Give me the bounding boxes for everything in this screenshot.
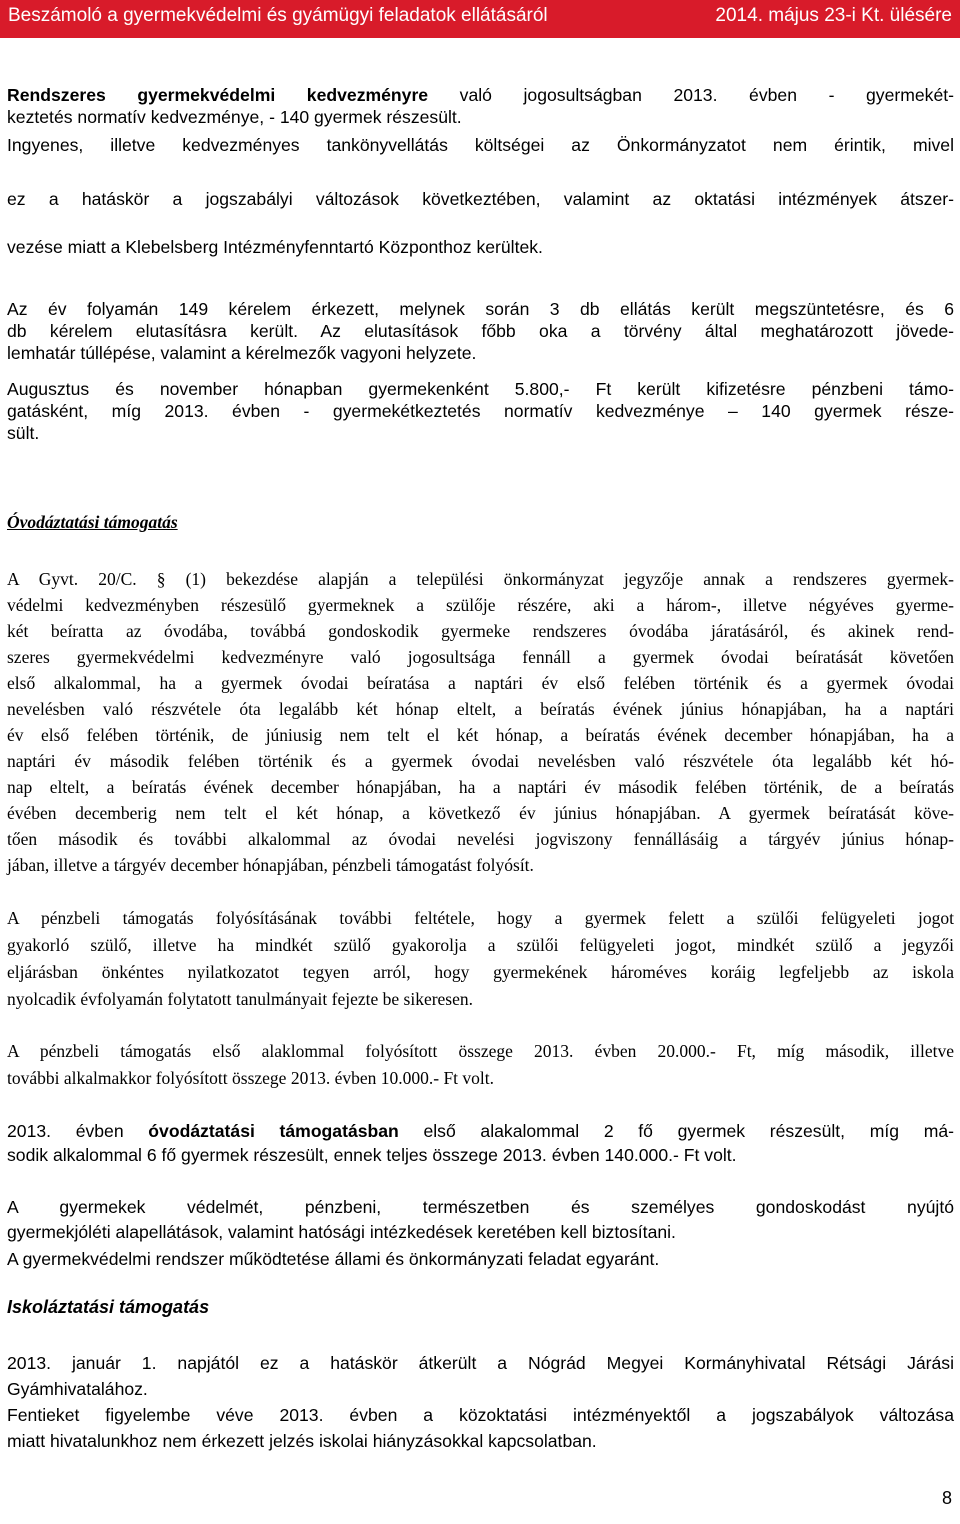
paragraph-line: sült.: [7, 423, 40, 443]
paragraph-line: első alkalommal, ha a gyermek óvodai beíratása a naptári év első felében történik és a gyermek óvodai: [7, 673, 954, 693]
paragraph-line: [7, 1120, 954, 1142]
section-title-ovodaztatasi: Óvodáztatási támogatás: [7, 512, 178, 532]
paragraph-line: Fentieket figyelembe véve 2013. évben a közoktatási intézményektől a jogszabályok változása: [7, 1405, 954, 1425]
paragraph-line: védelmi kedvezményben részesülő gyermeknek a szülője részére, aki a három-, illetve négyéves gyerme-: [7, 595, 954, 615]
text-span: való jogosultságban 2013. évben - gyermekét-: [428, 85, 954, 105]
paragraph-line: szeres gyermekvédelmi kedvezményre való jogosultsága fennáll a gyermek óvodai beíratását követően: [7, 647, 954, 667]
paragraph-line: A pénzbeli támogatás folyósításának további feltétele, hogy a gyermek felett a szülői felügyeleti jogot: [7, 908, 954, 928]
paragraph-line: nyolcadik évfolyamán folytatott tanulmányait fejezte be sikeresen.: [7, 989, 474, 1009]
paragraph-line: nevelésben való részvétele óta legalább két hónap eltelt, a beíratás évének június hónapjában, ha a naptári: [7, 699, 954, 719]
paragraph-line: eljárásban önkéntes nyilatkozatot tegyen arról, hogy gyermekének hároméves koráig legfeljebb az iskola: [7, 962, 954, 982]
paragraph-line: Ingyenes, illetve kedvezményes tankönyvellátás költségei az Önkormányzatot nem érintik, mivel: [7, 135, 954, 155]
paragraph-line: A Gyvt. 20/C. § (1) bekezdése alapján a települési önkormányzat jegyzője annak a rendszeres gyermek-: [7, 569, 954, 589]
paragraph-line: Augusztus és november hónapban gyermekenként 5.800,- Ft került kifizetésre pénzbeni támo-: [7, 379, 954, 399]
text-span: első alakalommal 2 fő gyermek részesült, míg má-: [398, 1121, 954, 1141]
header-meeting-date: 2014. május 23-i Kt. ülésére: [715, 5, 952, 26]
bold-term: Rendszeres gyermekvédelmi kedvezményre: [7, 85, 429, 105]
paragraph-line: A gyermekvédelmi rendszer működtetése állami és önkormányzati feladat egyaránt.: [7, 1249, 660, 1269]
paragraph-line: további alkalmakkor folyósított összege 2013. évben 10.000.- Ft volt.: [7, 1068, 495, 1088]
paragraph-line: miatt hivatalunkhoz nem érkezett jelzés iskolai hiányzásokkal kapcsolatban.: [7, 1431, 597, 1451]
paragraph-line: év első felében történik, de júniusig nem telt el két hónap, a beíratás évének december hónapjában, ha a: [7, 725, 954, 745]
paragraph-line: gyakorló szülő, illetve ha mindkét szülő gyakorolja a szülői felügyeleti jogot, mindkét szülő a jegyzői: [7, 935, 954, 955]
paragraph-line: 2013. január 1. napjától ez a hatáskör átkerült a Nógrád Megyei Kormányhivatal Rétsági Járási: [7, 1353, 954, 1373]
paragraph-line: sodik alkalommal 6 fő gyermek részesült, ennek teljes összege 2013. évben 140.000.- Ft volt.: [7, 1145, 737, 1165]
paragraph-line: gatásként, míg 2013. évben - gyermekétkeztetés normatív kedvezménye – 140 gyermek része-: [7, 401, 954, 421]
text-span: 2013. évben: [7, 1121, 149, 1141]
paragraph-line: lemhatár túllépése, valamint a kérelmezők vagyoni helyzete.: [7, 343, 477, 363]
paragraph-line: keztetés normatív kedvezménye, - 140 gyermek részesült.: [7, 107, 462, 127]
paragraph-line: A gyermekek védelmét, pénzbeni, természetben és személyes gondoskodást nyújtó: [7, 1197, 954, 1217]
bold-term: óvodáztatási támogatásban: [148, 1121, 399, 1141]
paragraph-line: db kérelem elutasításra került. Az elutasítások főbb oka a törvény által meghatározott jövede-: [7, 321, 954, 341]
paragraph-line: nap eltelt, a beíratás évének december hónapjában, ha a naptári év második felében történik, de a beíratás: [7, 777, 954, 797]
paragraph-line: évében decemberig nem telt el két hónap, a következő év június hónapjában. A gyermek beíratását köve-: [7, 803, 954, 823]
paragraph-line: A pénzbeli támogatás első alaklommal folyósított összege 2013. évben 20.000.- Ft, míg második, illetve: [7, 1041, 954, 1061]
paragraph-line: két beíratta az óvodába, továbbá gondoskodik gyermeke rendszeres óvodába járatásáról, és akinek rend-: [7, 621, 954, 641]
section-title-iskolaztatasi: Iskoláztatási támogatás: [7, 1297, 210, 1317]
paragraph-line: gyermekjóléti alapellátások, valamint hatósági intézkedések keretében kell biztosítani.: [7, 1222, 676, 1242]
paragraph-line: [7, 84, 954, 106]
page-number: 8: [941, 1488, 952, 1508]
paragraph-line: Az év folyamán 149 kérelem érkezett, melynek során 3 db ellátás került megszüntetésre, és 6: [7, 299, 954, 319]
page-header: [0, 0, 960, 38]
header-title: Beszámoló a gyermekvédelmi és gyámügyi feladatok ellátásáról: [8, 5, 548, 26]
paragraph-line: vezése miatt a Klebelsberg Intézményfenntartó Központhoz kerültek.: [7, 237, 543, 257]
paragraph-line: tően második és további alkalommal az óvodai nevelési jogviszony fennállásáig a tárgyév június hónap-: [7, 829, 954, 849]
paragraph-line: ez a hatáskör a jogszabályi változások következtében, valamint az oktatási intézmények átszer-: [7, 189, 954, 209]
paragraph-line: Gyámhivatalához.: [7, 1379, 148, 1399]
paragraph-line: naptári év második felében történik és a gyermek óvodai nevelésben való részvétele óta legalább két hó-: [7, 751, 954, 771]
paragraph-line: jában, illetve a tárgyév december hónapjában, pénzbeli támogatást folyósít.: [7, 855, 534, 875]
